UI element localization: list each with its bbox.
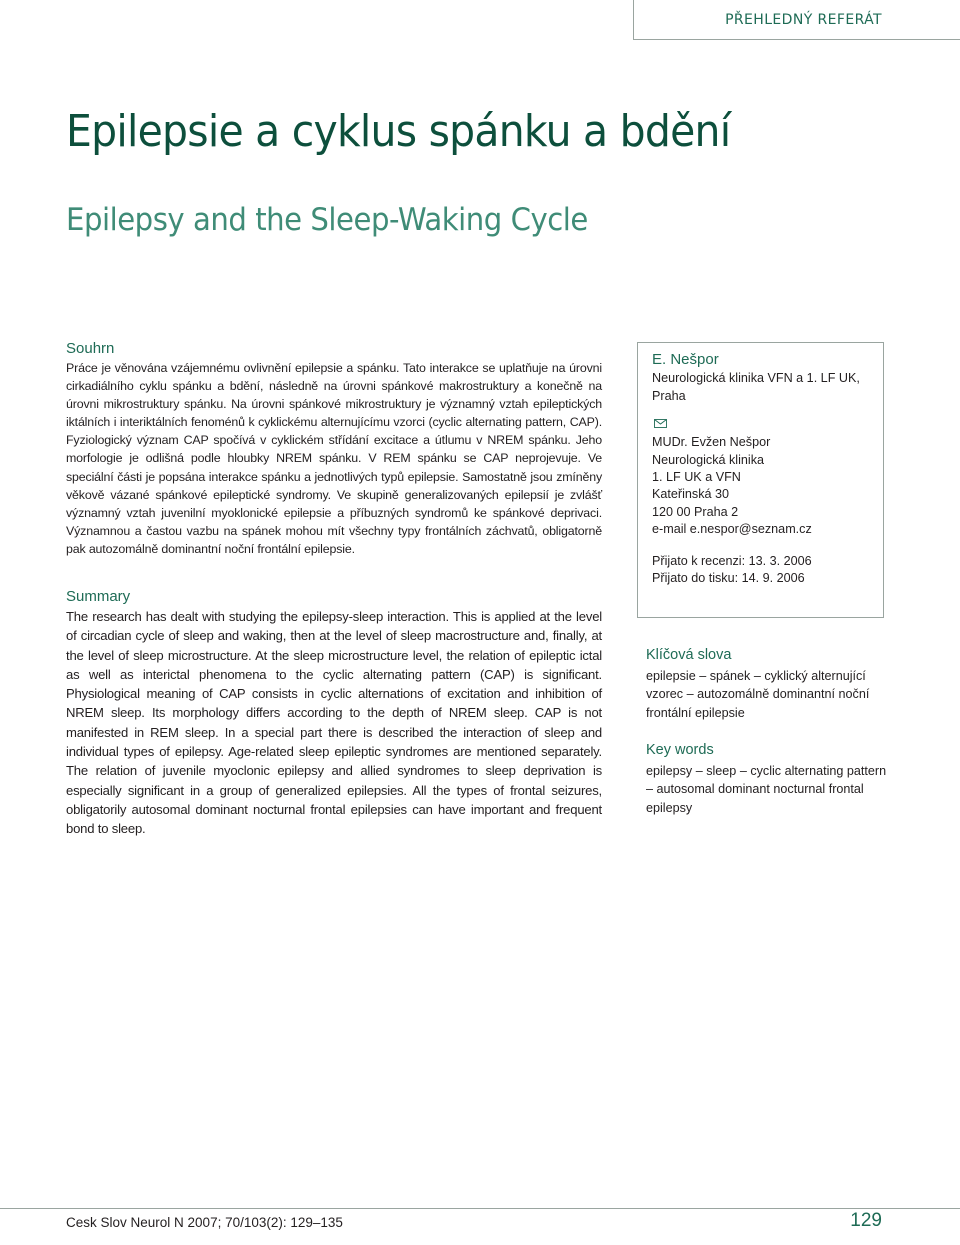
contact-street: Kateřinská 30 xyxy=(652,487,730,502)
date-received: Přijato k recenzi: 13. 3. 2006 xyxy=(652,553,812,568)
envelope-icon xyxy=(654,419,667,428)
keywords-english xyxy=(646,741,896,817)
journal-citation: Cesk Slov Neurol N 2007; 70/103(2): 129–135 xyxy=(66,1215,343,1230)
author-name: E. Nešpor xyxy=(652,351,719,368)
author-affiliation: Neurologická klinika VFN a 1. LF UK, Praha xyxy=(652,371,860,403)
contact-address xyxy=(652,434,869,538)
keywords-czech-text: epilepsie – spánek – cyklický alternující vzorec – autozomálně dominantní noční frontální epilepsie xyxy=(646,668,870,720)
keywords-english-heading: Key words xyxy=(646,742,714,758)
author-info-box xyxy=(637,342,884,618)
abstract-english-heading: Summary xyxy=(66,588,131,605)
abstract-czech xyxy=(66,340,602,558)
article-subtitle: Epilepsy and the Sleep-Waking Cycle xyxy=(66,202,588,238)
contact-city: 120 00 Praha 2 xyxy=(652,504,739,519)
abstract-czech-heading: Souhrn xyxy=(66,340,115,357)
article-dates xyxy=(652,553,869,588)
contact-institution: 1. LF UK a VFN xyxy=(652,470,741,485)
page-number: 129 xyxy=(850,1210,882,1231)
contact-name: MUDr. Evžen Nešpor xyxy=(652,435,771,450)
section-label: PŘEHLEDNÝ REFERÁT xyxy=(725,12,882,28)
abstract-czech-text: Práce je věnována vzájemnému ovlivnění epilepsie a spánku. Tato interakce se uplatňuje na úrovni cirkadiálního cyklu spánku a bdění, následně na úrovni spánkové makrostruktury a konečně na úrovni mikrostruktury spánku. Na úrovni spánkové mikrostruktury je významný vztah epileptických iktálních i interiktálních fenoménů k cyklickému alternujícímu vzorci (cyclic alternating pattern, CAP). Fyziologický význam CAP spočívá v cyklickém střídání excitace a útlumu v NREM spánku. Jeho morfologie je odlišná podle hloubky NREM spánku. V REM spánku se CAP neprojevuje. Ve speciální části je popsána interakce spánku a jednotlivých typů epilepsie. Samostatně jsou zmíněny věkově vázané spánkové epileptické syndromy. Ve skupině generalizovaných epilepsií je zvlášť významný vztah juvenilní myoklonické epilepsie a příbuzných syndromů ke spánkové deprivaci. Významnou a častou vazbu na spánek mohou mít všechny typy frontálních záchvatů, obligatorně pak autozomálně dominantní noční frontální epilepsie. xyxy=(66,361,602,556)
abstract-english xyxy=(66,588,602,839)
keywords-czech xyxy=(646,646,896,722)
article-title: Epilepsie a cyklus spánku a bdění xyxy=(66,106,731,157)
date-accepted: Přijato do tisku: 14. 9. 2006 xyxy=(652,571,805,586)
keywords-czech-heading: Klíčová slova xyxy=(646,647,732,663)
abstract-english-text: The research has dealt with studying the epilepsy-sleep interaction. This is applied at the level of circadian cycle of sleep and waking, then at the level of sleep macrostructure and, finally, at the level of sleep microstructure. At the sleep microstructure level, the relation of epileptic ictal as well as interictal phenomena to the cyclic alternating pattern (CAP) is significant. Physiological meaning of CAP consists in cyclic alternations of excitation and inhibition of NREM sleep. Its morphology differs according to the depth of NREM sleep. CAP is not manifested in REM sleep. In a special part there is described the interaction of sleep and individual types of epilepsy. Age-related sleep epileptic syndromes are mentioned separately. The relation of juvenile myoclonic epilepsy and allied syndromes to sleep deprivation is especially significant in a group of generalized epilepsies. All the types of frontal seizures, obligatorily autosomal dominant nocturnal frontal epilepsies can have important and frequent bond to sleep. xyxy=(66,609,602,837)
contact-dept: Neurologická klinika xyxy=(652,452,764,467)
keywords-english-text: epilepsy – sleep – cyclic alternating pattern – autosomal dominant nocturnal frontal epilepsy xyxy=(646,763,887,815)
contact-email[interactable]: e-mail e.nespor@seznam.cz xyxy=(652,522,812,537)
